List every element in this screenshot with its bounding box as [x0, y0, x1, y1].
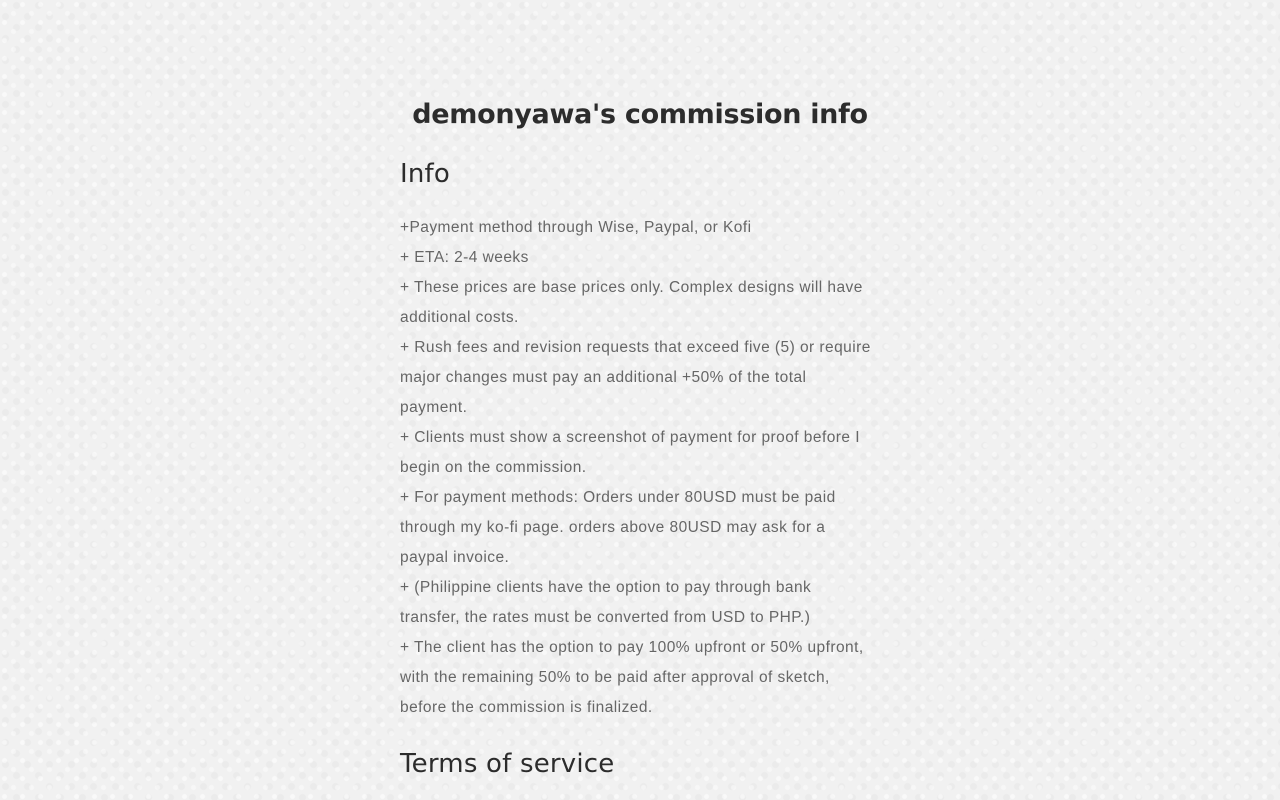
info-line: + Clients must show a screenshot of payment for proof before I: [400, 429, 860, 446]
info-line: + For payment methods: Orders under 80USD must be paid: [400, 489, 836, 506]
info-line: through my ko-fi page. orders above 80USD may ask for a: [400, 519, 826, 536]
info-line: + The client has the option to pay 100% upfront or 50% upfront,: [400, 639, 864, 656]
info-line: +Payment method through Wise, Paypal, or Kofi: [400, 219, 752, 236]
info-line: + Rush fees and revision requests that exceed five (5) or require: [400, 339, 871, 356]
terms-of-service-heading: Terms of service: [400, 749, 615, 779]
info-line: major changes must pay an additional +50% of the total: [400, 369, 807, 386]
info-heading: Info: [400, 159, 451, 189]
info-line: paypal invoice.: [400, 549, 510, 566]
info-line: transfer, the rates must be converted from USD to PHP.): [400, 609, 811, 626]
info-line: before the commission is finalized.: [400, 699, 653, 716]
info-line: + ETA: 2-4 weeks: [400, 249, 529, 266]
info-line: + (Philippine clients have the option to pay through bank: [400, 579, 812, 596]
info-list: [400, 213, 880, 723]
info-line: + These prices are base prices only. Complex designs will have: [400, 279, 863, 296]
page-title: demonyawa's commission info: [412, 99, 868, 130]
info-line: with the remaining 50% to be paid after approval of sketch,: [400, 669, 830, 686]
info-line: begin on the commission.: [400, 459, 587, 476]
info-line: additional costs.: [400, 309, 519, 326]
info-line: payment.: [400, 399, 468, 416]
